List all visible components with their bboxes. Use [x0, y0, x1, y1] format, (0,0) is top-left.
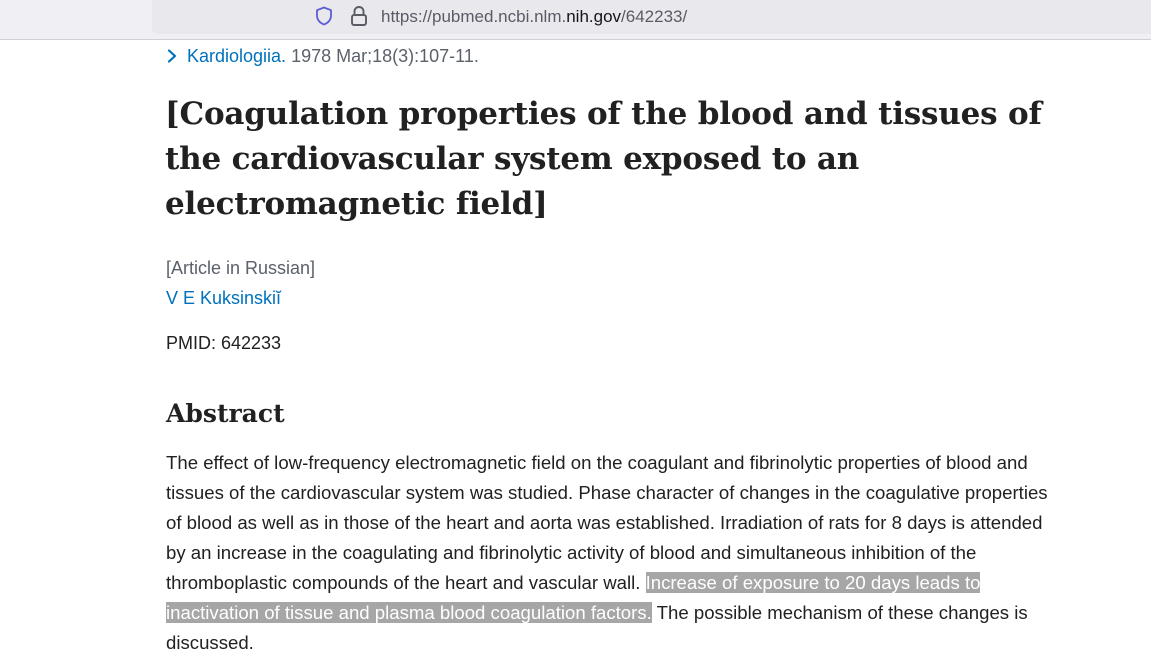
abstract-heading: Abstract — [166, 399, 285, 428]
browser-toolbar — [0, 0, 1151, 40]
padlock-icon[interactable] — [349, 5, 369, 27]
citation-line — [166, 45, 479, 67]
citation-date: 1978 Mar;18(3):107-11. — [286, 46, 479, 66]
abstract-text-start: The effect of low-frequency electromagnetic field on the coagulant and fibrinolytic properties of blood and tissues of the cardiovascular system was studied. Phase character of changes in the coagulative properties of blood as well as in those of the heart and aorta was established. Irradiation of rats for 8 days is attended by an increase in the coagulating and fibrinolytic activity of blood and simultaneous inhibition of the thromboplastic compounds of the heart and vascular wall. — [166, 452, 1048, 593]
url-text[interactable] — [381, 7, 687, 27]
chevron-right-icon[interactable] — [166, 49, 178, 63]
article-title: [Coagulation properties of the blood and tissues of the cardiovascular system exposed to an electromagnetic field] — [165, 96, 1042, 222]
url-host: nih.gov — [566, 7, 622, 26]
pmid: PMID: 642233 — [166, 333, 282, 353]
url-prefix: https://pubmed.ncbi.nlm. — [381, 7, 567, 26]
selected-text-highlight[interactable]: Increase of exposure to 20 days leads to inactivation of tissue and plasma blood coagulation factors. — [166, 572, 981, 623]
journal-link[interactable]: Kardiologiia. — [187, 46, 287, 66]
language-note: [Article in Russian] — [166, 258, 316, 278]
author-link[interactable]: V E Kuksinskiĭ — [166, 288, 282, 308]
url-path: /642233/ — [621, 7, 688, 26]
url-bar[interactable] — [152, 0, 1151, 34]
abstract-text-end: The possible mechanism of these changes is discussed. — [166, 602, 1028, 653]
abstract-text — [166, 448, 1066, 658]
tracking-protection-shield-icon[interactable] — [314, 6, 334, 26]
